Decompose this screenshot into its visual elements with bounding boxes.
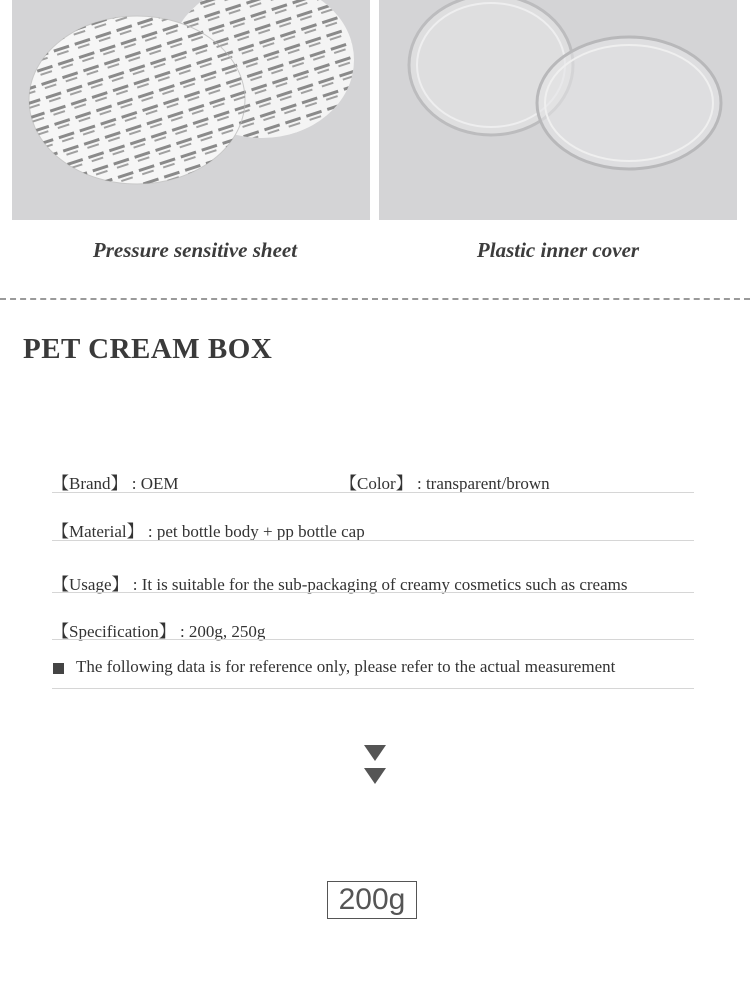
color-label: 【Color】	[340, 474, 413, 493]
size-label: 200g	[327, 881, 417, 919]
brand-label: 【Brand】	[52, 474, 128, 493]
dashed-divider	[0, 298, 750, 300]
row-divider	[52, 540, 694, 541]
caption-plastic-cover: Plastic inner cover	[476, 238, 640, 262]
section-title: PET CREAM BOX	[23, 333, 273, 365]
material-value: : pet bottle body + pp bottle cap	[147, 522, 365, 541]
reference-note: The following data is for reference only, please refer to the actual measurement	[76, 657, 616, 676]
pressure-sheet-photo	[12, 0, 370, 220]
spec-value: : 200g, 250g	[179, 622, 266, 641]
material-label: 【Material】	[52, 522, 144, 541]
color-value: : transparent/brown	[416, 474, 550, 493]
usage-value: : It is suitable for the sub-packaging of creamy cosmetics such as creams	[132, 575, 628, 594]
row-divider	[52, 492, 694, 493]
spec-row-material	[52, 517, 694, 542]
color-group	[340, 469, 550, 494]
row-divider	[52, 639, 694, 640]
spec-row-brand-color	[52, 469, 694, 494]
plastic-cover-photo	[379, 0, 737, 220]
usage-label: 【Usage】	[52, 575, 129, 594]
caption-pressure-sheet: Pressure sensitive sheet	[92, 238, 298, 262]
square-bullet-icon	[53, 663, 64, 674]
brand-value: : OEM	[131, 474, 179, 493]
row-divider	[52, 592, 694, 593]
row-divider	[52, 688, 694, 689]
spec-label: 【Specification】	[52, 622, 176, 641]
